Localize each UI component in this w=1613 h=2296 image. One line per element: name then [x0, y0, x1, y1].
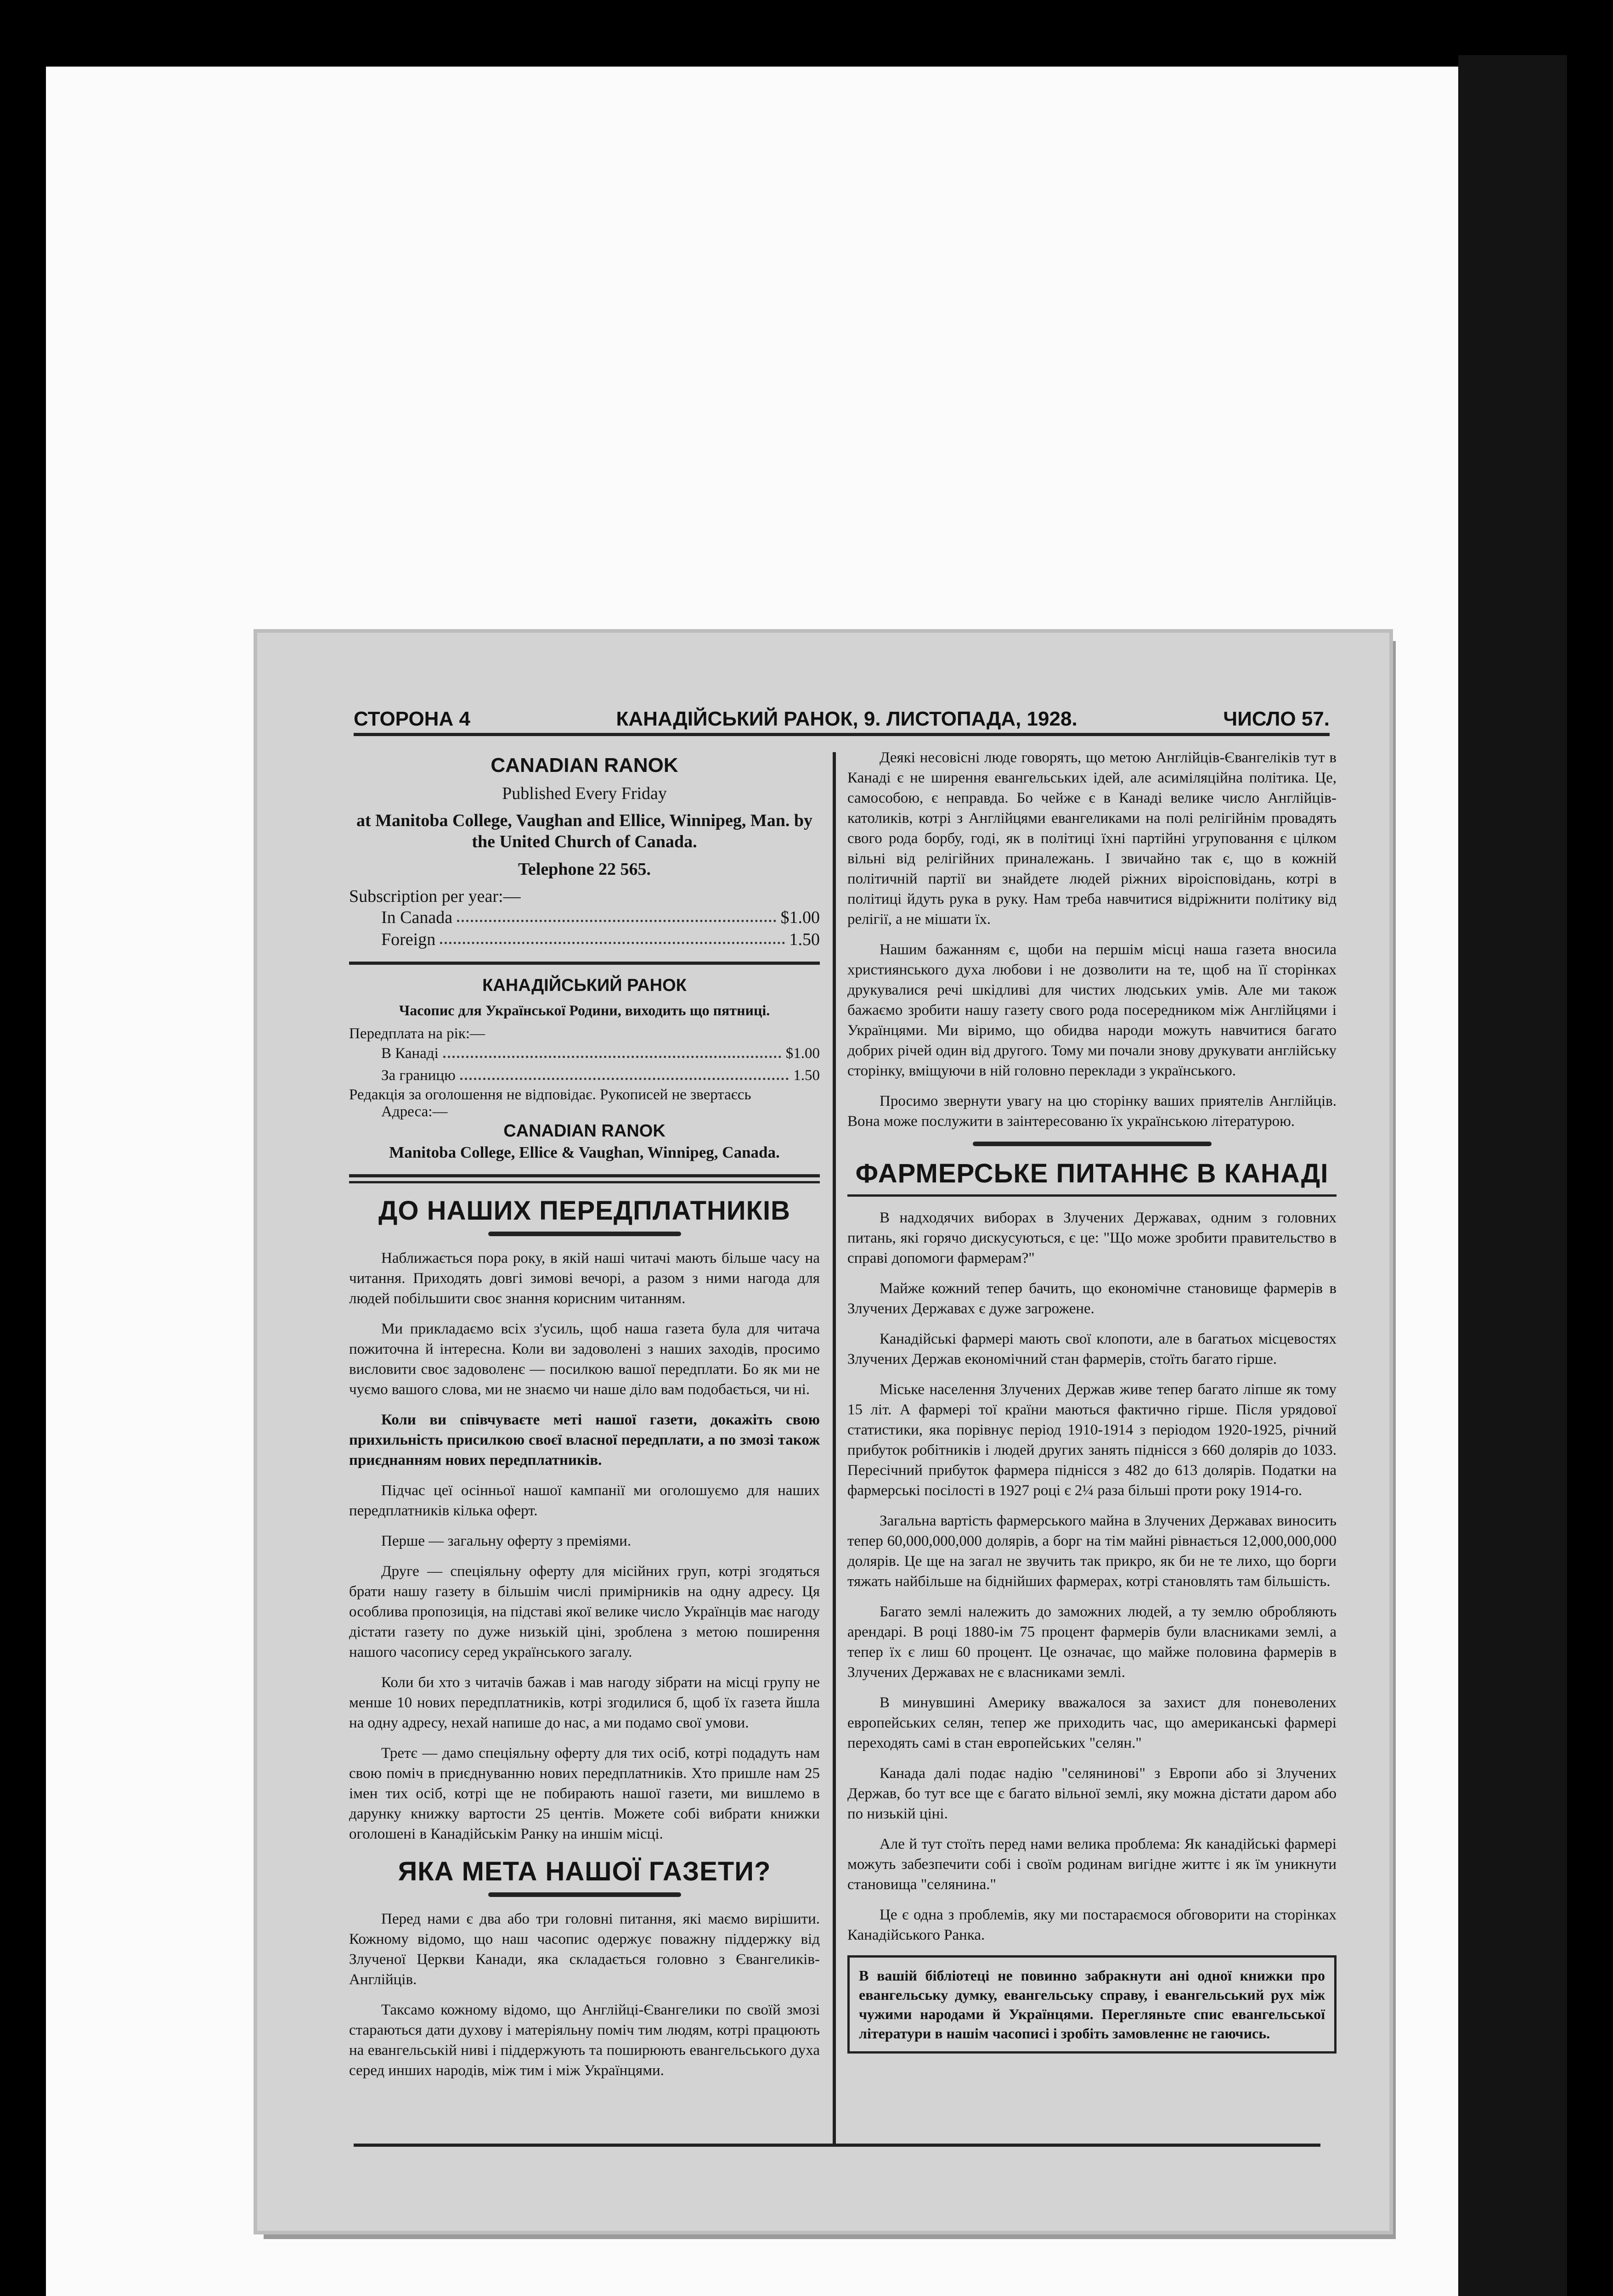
- english-subscription-label: Subscription per year:—: [349, 887, 521, 906]
- ukrainian-rate-row: [349, 1042, 820, 1064]
- article-paragraph: Багато землі належить до заможних людей, а ту землю обробляють арендарі. В році 1880-ім 75 процент фармерів були власниками землі, а тепер їх є лиш 60 процент. Це означає, що майже половина фармерів в Злучених Державах не є власниками землі.: [847, 1604, 1337, 1681]
- article-paragraph: Канадійські фармері мають свої клопоти, але в багатьох місцевостях Злучених Держав економічний стан фармерів, стоїть багато гірше.: [847, 1331, 1337, 1367]
- leader-dots: [443, 1042, 781, 1058]
- address-label: Адреса:—: [381, 1103, 448, 1120]
- article-paragraph: Таксамо кожному відомо, що Англійці-Євангелики по своїй змозі стараються дати духову і матеріяльну поміч тим людям, котрі працюють на евангельській ниві і піддержують та поширюють евангельського духа серед инших народів, між тим і між Українцями.: [349, 2002, 820, 2079]
- section-rule: [349, 1174, 820, 1177]
- article-paragraph-bold: Коли ви співчуваєте меті нашої газети, докажіть свою прихильність присилкою своєї власної передплати, а по змозі також приєднанням нових передплатників.: [349, 1412, 820, 1469]
- rate-label: За границю: [381, 1067, 456, 1084]
- article-paragraph: Міське населення Злучених Держав живе тепер багато ліпше як тому 15 літ. А фармері тої країни маються фактично гірше. Після урядової статистики, яка порівнує період 1910-1914 з періодом 1920-1925, річний прибуток робітників і людей других занять піднісся з 660 долярів до 1033. Пересічний прибуток фармера піднісся з 482 до 613 долярів. Податки на фармерські посілості в 1927 році є 2¼ раза більші проти року 1914-го.: [847, 1381, 1337, 1499]
- ukrainian-masthead-name: КАНАДІЙСЬКИЙ РАНОК: [482, 976, 687, 995]
- ukrainian-address-line: Manitoba College, Ellice & Vaughan, Winnipeg, Canada.: [389, 1143, 780, 1161]
- ukrainian-rate-row: [349, 1064, 820, 1086]
- column-divider: [833, 752, 836, 2144]
- english-masthead-name: CANADIAN RANOK: [491, 754, 678, 777]
- article-paragraph: Третє — дамо спеціяльну оферту для тих осіб, котрі подадуть нам свою поміч в приєднуванню нових передплатників. Хто пришле нам 25 імен тих осіб, котрі ще не побирають нашої газети, ми вишлемо в дарунку книжку вартости 25 центів. Можете собі вибрати книжки оголошені в Канадійськім Ранку на иншім місці.: [349, 1745, 820, 1842]
- section-rule-thin: [847, 1194, 1337, 1197]
- english-masthead-address: at Manitoba College, Vaughan and Ellice, Winnipeg, Man. by the United Church of Canada.: [356, 811, 813, 851]
- article-paragraph: Загальна вартість фармерського майна в Злучених Державах виносить тепер 60,000,000,000 долярів, а борг на тім майні рівнається 12,000,000,000 долярів. Це ще на загал не звучить так прикро, як би не те лихо, що борги тяжать найбільше на біднійших фармерах, котрі становлять там більшість.: [847, 1513, 1337, 1590]
- article-paragraph: Деякі несовісні люде говорять, що метою Англійців-Євангеліків тут в Канаді є не ширення евангельських ідей, але асиміляційна політика. Це, самособою, є неправда. Бо чейже є в Канаді велике число Англійців-католиків, котрі з Англійцями евангеликами на полі релігійнім провадять свого рода борбу, годі, як в політиці їхні партійні угруповання є цілком вільні від релігійних приналежань. І звичайно так є, що в кожній політичній партії ви знайдете людей ріжних віроісповідань, котрі в політиці йдуть рука в руку. Нам треба навчитися відріжнити політику від релігії, а не мішати їх.: [847, 749, 1337, 928]
- headline-flourish: [488, 1232, 681, 1236]
- rate-label: In Canada: [381, 908, 453, 927]
- leader-dots: [440, 929, 784, 944]
- ukrainian-subscription-label: Передплата на рік:—: [349, 1025, 485, 1042]
- library-notice-box: В вашій бібліотеці не повинно забракнути ані одної книжки про евангельську думку, евангельську справу, і евангельський рух між чужими народами й Українцями. Перегляньте спис евангельської літератури в нашім часописі і зробіть замовленнє не гаючись.: [847, 1955, 1337, 2054]
- newspaper-page: [257, 633, 1389, 2231]
- issue-number: ЧИСЛО 57.: [1223, 708, 1330, 730]
- article-paragraph: Але й тут стоїть перед нами велика проблема: Як канадійські фармері можуть забезпечити собі і своїм родинам вигідне життє і як їм уникнути становища "селянина.": [847, 1836, 1337, 1893]
- article-paragraph: Наближається пора року, в якій наші читачі мають більше часу на читання. Приходять довгі зимові вечорі, а разом з ними нагода для людей побільшити своє знання корисним читанням.: [349, 1250, 820, 1307]
- section-rule: [349, 962, 820, 965]
- article-paragraph: Нашим бажанням є, щоби на першім місці наша газета вносила християнського духа любови і не дозволити на те, щоб на її сторінках друкувалися речі шкідливі для чистих людських умів. Але ми також бажаємо зробити нашу газету свого рода посередником між Англійцями і Українцями. Ми віримо, що обидва народи можуть навчитися багато добрих річей один від другого. Тому ми почали знову друкувати англійську сторінку, вміщуючи в ній головно переклади з українського.: [847, 941, 1337, 1079]
- leader-dots: [460, 1064, 789, 1080]
- film-edge: [1458, 55, 1567, 2296]
- left-column: [349, 748, 820, 2091]
- ukrainian-address-name: CANADIAN RANOK: [503, 1121, 666, 1141]
- english-masthead-telephone: Telephone 22 565.: [518, 860, 651, 879]
- newspaper-dateline: КАНАДІЙСЬКИЙ РАНОК, 9. ЛИСТОПАДА, 1928.: [616, 708, 1077, 730]
- rate-label: Foreign: [381, 930, 436, 949]
- section-flourish: [973, 1142, 1212, 1146]
- article-paragraph: В минувшині Америку вважалося за захист для поневолених европейських селян, тепер же приходить час, що американські фармері переходять самі в стан европейських "селян.": [847, 1694, 1337, 1751]
- english-masthead-published: Published Every Friday: [502, 784, 667, 803]
- article-paragraph: Просимо звернути увагу на цю сторінку ваших приятелів Англійців. Вона може послужити в заінтересованю їх українською літературою.: [847, 1093, 1337, 1130]
- bottom-rule: [354, 2144, 1320, 2147]
- article-paragraph: Майже кожний тепер бачить, що економічне становище фармерів в Злучених Державах є дуже загрожене.: [847, 1280, 1337, 1317]
- article-paragraph: Ми прикладаємо всіх з'усиль, щоб наша газета була для читача пожиточна й інтересна. Коли ви задоволені з наших заходів, просимо висловити своє задоволенє — посилкою вашої передплати. Бо як ми не чуємо вашого слова, ми не знаємо чи наше діло вам подобається, чи ні.: [349, 1321, 820, 1398]
- rate-amount: 1.50: [793, 1067, 820, 1084]
- article-paragraph: Перед нами є два або три головні питання, які маємо вирішити. Кожному відомо, що наш часопис одержує поважну піддержку від Злученої Церкви Канади, яка складається головно з Євангеликів-Англійців.: [349, 1911, 820, 1988]
- article-paragraph: В надходячих виборах в Злучених Державах, одним з головних питань, які горячо дискусуються, є це: "Що може зробити правительство в справі допомоги фармерам?": [847, 1210, 1337, 1266]
- section-rule-thin: [349, 1181, 820, 1183]
- english-rate-row: [349, 906, 820, 929]
- page-header: [354, 705, 1330, 736]
- article-paragraph: Це є одна з проблемів, яку ми постараємося обговорити на сторінках Канадійського Ранка.: [847, 1907, 1337, 1943]
- ukrainian-masthead-subtitle: Часопис для Української Родини, виходить що пятниці.: [399, 1002, 770, 1019]
- article-paragraph: Друге — спеціяльну оферту для місійних груп, котрі згодяться брати нашу газету в більшім числі примірників на одну адресу. Ця особлива пропозиція, на підставі якої велике число Українців має нагоду дістати газету по дуже низькій ціні, зроблена з метою поширення нашого часопису серед українського загалу.: [349, 1563, 820, 1660]
- english-rate-row: [349, 929, 820, 951]
- rate-label: В Канаді: [381, 1045, 439, 1062]
- rate-amount: 1.50: [789, 930, 820, 949]
- headline-flourish: [488, 1892, 681, 1897]
- rate-amount: $1.00: [785, 1045, 820, 1062]
- page-number: СТОРОНА 4: [354, 708, 470, 730]
- farmers-headline: ФАРМЕРСЬКЕ ПИТАННЄ В КАНАДІ: [855, 1159, 1329, 1188]
- article-paragraph: Перше — загальну оферту з преміями.: [381, 1533, 632, 1549]
- rate-amount: $1.00: [780, 908, 820, 927]
- right-column: [847, 748, 1337, 2054]
- article-paragraph: Підчас цеї осінньої нашої кампанії ми оголошуємо для наших передплатників кілька оферт.: [349, 1482, 820, 1519]
- editorial-note: Редакція за оголошення не відповідає. Рукописей не звертаєсь: [349, 1086, 751, 1103]
- leader-dots: [457, 906, 776, 922]
- mission-headline: ЯКА МЕТА НАШОЇ ГАЗЕТИ?: [398, 1857, 771, 1886]
- subscribers-headline: ДО НАШИХ ПЕРЕДПЛАТНИКІВ: [378, 1196, 790, 1226]
- article-paragraph: Канада далі подає надію "селянинові" з Европи або зі Злучених Держав, бо тут все ще є багато вільної землі, яку можна дістати даром або по низькій ціні.: [847, 1765, 1337, 1822]
- article-paragraph: Коли би хто з читачів бажав і мав нагоду зібрати на місці групу не менше 10 нових передплатників, котрі згодилися б, щоб їх газета йшла на одну адресу, нехай напише до нас, а ми подамо свої умови.: [349, 1674, 820, 1731]
